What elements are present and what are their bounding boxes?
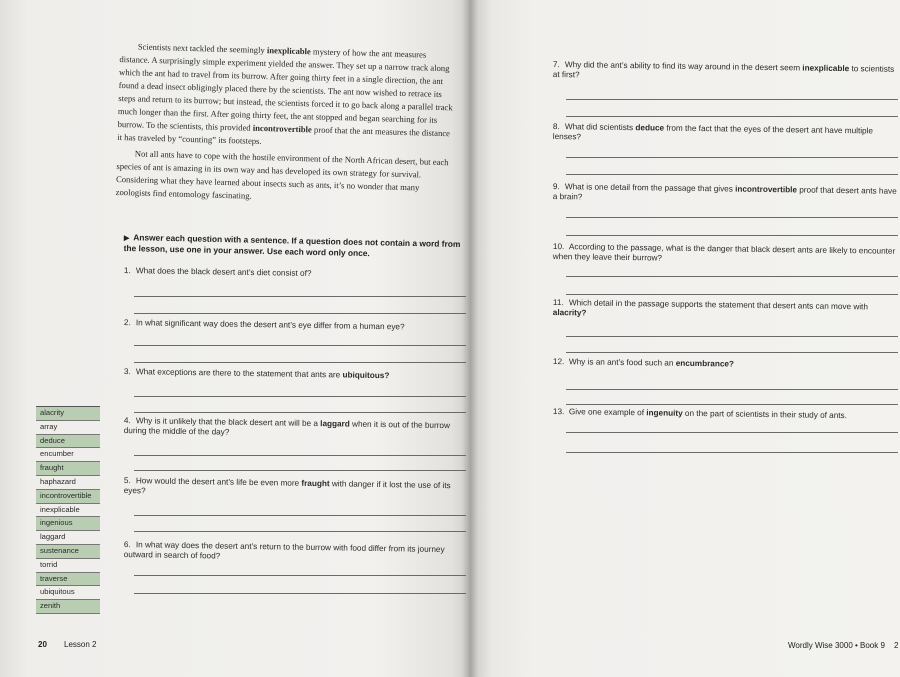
instructions-text: Answer each question with a sentence. If a question does not contain a word from the lesson, use one in your answer. Use each word only once. (123, 232, 461, 259)
word-list-item: haphazard (36, 476, 100, 490)
text-run: proof that desert ants have a brain? (552, 185, 897, 202)
text-run: Why is an ant’s food such an (568, 357, 676, 368)
question-number: 9. (552, 182, 560, 192)
text-run: to scientists at first? (552, 64, 895, 80)
text-run: In what significant way does the desert ant’s eye differ from a human eye? (135, 318, 405, 332)
answer-line[interactable] (566, 432, 898, 433)
text-run: Why did the ant’s ability to find its way around in the desert seem (564, 60, 803, 73)
question-text (553, 242, 896, 263)
question-number: 12. (552, 357, 565, 367)
answer-line[interactable] (134, 470, 466, 471)
answer-line[interactable] (566, 217, 898, 218)
word-list-item: torrid (36, 559, 100, 573)
left-page-number: 20 (38, 640, 47, 649)
answer-line[interactable] (134, 531, 466, 532)
answer-line[interactable] (566, 276, 898, 277)
question-number: 6. (123, 540, 131, 550)
answer-line[interactable] (134, 515, 466, 516)
text-run: What is one detail from the passage that gives (564, 182, 736, 194)
answer-line[interactable] (134, 296, 466, 297)
vocab-word: deduce (635, 123, 665, 133)
question-number: 11. (552, 298, 564, 308)
question-number: 7. (552, 60, 560, 70)
word-list-item: zenith (36, 600, 100, 614)
text-run: According to the passage, what is the danger that black desert ants are likely to encounter when they leave their burrow? (552, 242, 896, 263)
text-run: What does the black desert ant’s diet consist of? (135, 266, 312, 278)
word-list-item: sustenance (36, 545, 100, 559)
question-number: 4. (123, 416, 131, 426)
text-run: Why is it unlikely that the black desert ant will be a (135, 416, 321, 429)
answer-line[interactable] (566, 336, 898, 337)
word-list-item: encumber (36, 448, 100, 462)
answer-line[interactable] (566, 235, 898, 236)
answer-line[interactable] (134, 412, 466, 413)
word-list-item: laggard (36, 531, 100, 545)
answer-line[interactable] (134, 575, 466, 576)
text-run: with danger if it lost the use of its eyes? (123, 479, 451, 496)
word-list-item: ubiquitous (36, 586, 100, 600)
vocab-word: fraught (301, 478, 330, 489)
vocab-word: incontrovertible (735, 184, 798, 195)
answer-line[interactable] (134, 345, 466, 346)
word-list-item: alacrity (36, 407, 100, 421)
answer-line[interactable] (566, 294, 898, 295)
instructions-arrow-icon: ▶ (123, 234, 130, 243)
word-list-item: incontrovertible (36, 490, 100, 504)
text-run: What did scientists (564, 122, 636, 133)
text-run: In what way does the desert ant’s return to the burrow with food differ from its journey outward in search of food? (123, 540, 445, 561)
answer-line[interactable] (134, 593, 466, 594)
text-run: Which detail in the passage supports the statement that desert ants can move with (568, 298, 868, 312)
vocab-word: laggard (320, 419, 350, 429)
right-page-number: 2 (894, 641, 899, 650)
vocab-word: incontrovertible (252, 123, 312, 135)
question-number: 10. (552, 242, 565, 252)
text-run: mystery of how the ant measures distance. A surprisingly simple experiment yielded the answer. They set up a narrow track along which the ant had to travel from its burrow. After going thirty feet in a single direction, the ant found a dead insect obligingly placed there by the scientists. The ant now wished to retrace its steps and return to its burrow; but instead, the scientists forced it to go back along a parallel track much longer than the first. After going thirty feet, the ant stopped and began searching for its burrow. To the scientists, this provided (117, 46, 453, 134)
vocab-word: ingenuity (646, 408, 683, 418)
text-run: from the fact that the eyes of the desert ant have multiple lenses? (552, 123, 874, 142)
vocab-word: alacrity? (552, 308, 587, 318)
text-run: Not all ants have to cope with the hostile environment of the North African desert, but each species of ant is amazing in its own way and has developed its own strategy for survival. Considering what they have learned about insects such as ants, it’s no wonder that many zoologists find entomology fascinating. (115, 147, 449, 201)
right-page (470, 0, 900, 677)
answer-line[interactable] (134, 455, 466, 456)
vocab-word: ubiquitous? (342, 370, 390, 381)
text-run: How would the desert ant’s life be even more (135, 476, 302, 488)
question-text (553, 298, 868, 317)
answer-line[interactable] (566, 404, 898, 405)
question-number: 3. (123, 367, 131, 377)
answer-line[interactable] (566, 116, 898, 117)
word-list-item: array (36, 421, 100, 435)
question-text (136, 266, 312, 278)
question-text (553, 60, 895, 79)
answer-line[interactable] (566, 157, 898, 158)
text-run: Scientists next tackled the seemingly (137, 41, 268, 56)
question-number: 1. (123, 266, 131, 276)
instructions (124, 232, 469, 261)
answer-line[interactable] (566, 99, 898, 100)
vocab-word: inexplicable (266, 45, 311, 57)
text-run: What exceptions are there to the statement that ants are (135, 367, 343, 380)
book-title-footer: Wordly Wise 3000 • Book 9 (788, 641, 885, 650)
question-text (553, 122, 873, 141)
answer-line[interactable] (566, 389, 898, 390)
text-run: on the part of scientists in their study of ants. (682, 408, 848, 421)
question-number: 8. (552, 122, 560, 132)
passage-paragraph-2 (116, 146, 452, 208)
text-run: when it is out of the burrow during the middle of the day? (123, 419, 450, 437)
answer-line[interactable] (566, 452, 898, 453)
answer-line[interactable] (134, 362, 466, 363)
answer-line[interactable] (134, 396, 466, 397)
word-list-item: ingenious (36, 517, 100, 531)
word-list-item: traverse (36, 573, 100, 587)
word-list-item: deduce (36, 435, 100, 449)
text-run: Give one example of (568, 407, 647, 418)
answer-line[interactable] (566, 352, 898, 353)
passage-paragraph-1 (117, 40, 455, 154)
vocab-word: encumbrance? (675, 358, 735, 369)
lesson-label: Lesson 2 (64, 640, 97, 649)
question-number: 13. (552, 407, 565, 417)
answer-line[interactable] (134, 313, 466, 314)
word-list-item: inexplicable (36, 504, 100, 518)
vocab-word: inexplicable (802, 63, 850, 74)
answer-line[interactable] (566, 174, 898, 175)
question-number: 2. (123, 318, 131, 328)
question-number: 5. (123, 476, 131, 486)
text-run: proof that the ant measures the distance it has traveled by “counting” its footsteps. (117, 124, 451, 147)
word-list (36, 406, 100, 614)
word-list-item: fraught (36, 462, 100, 476)
reading-passage (116, 40, 455, 208)
question-text (569, 357, 734, 368)
